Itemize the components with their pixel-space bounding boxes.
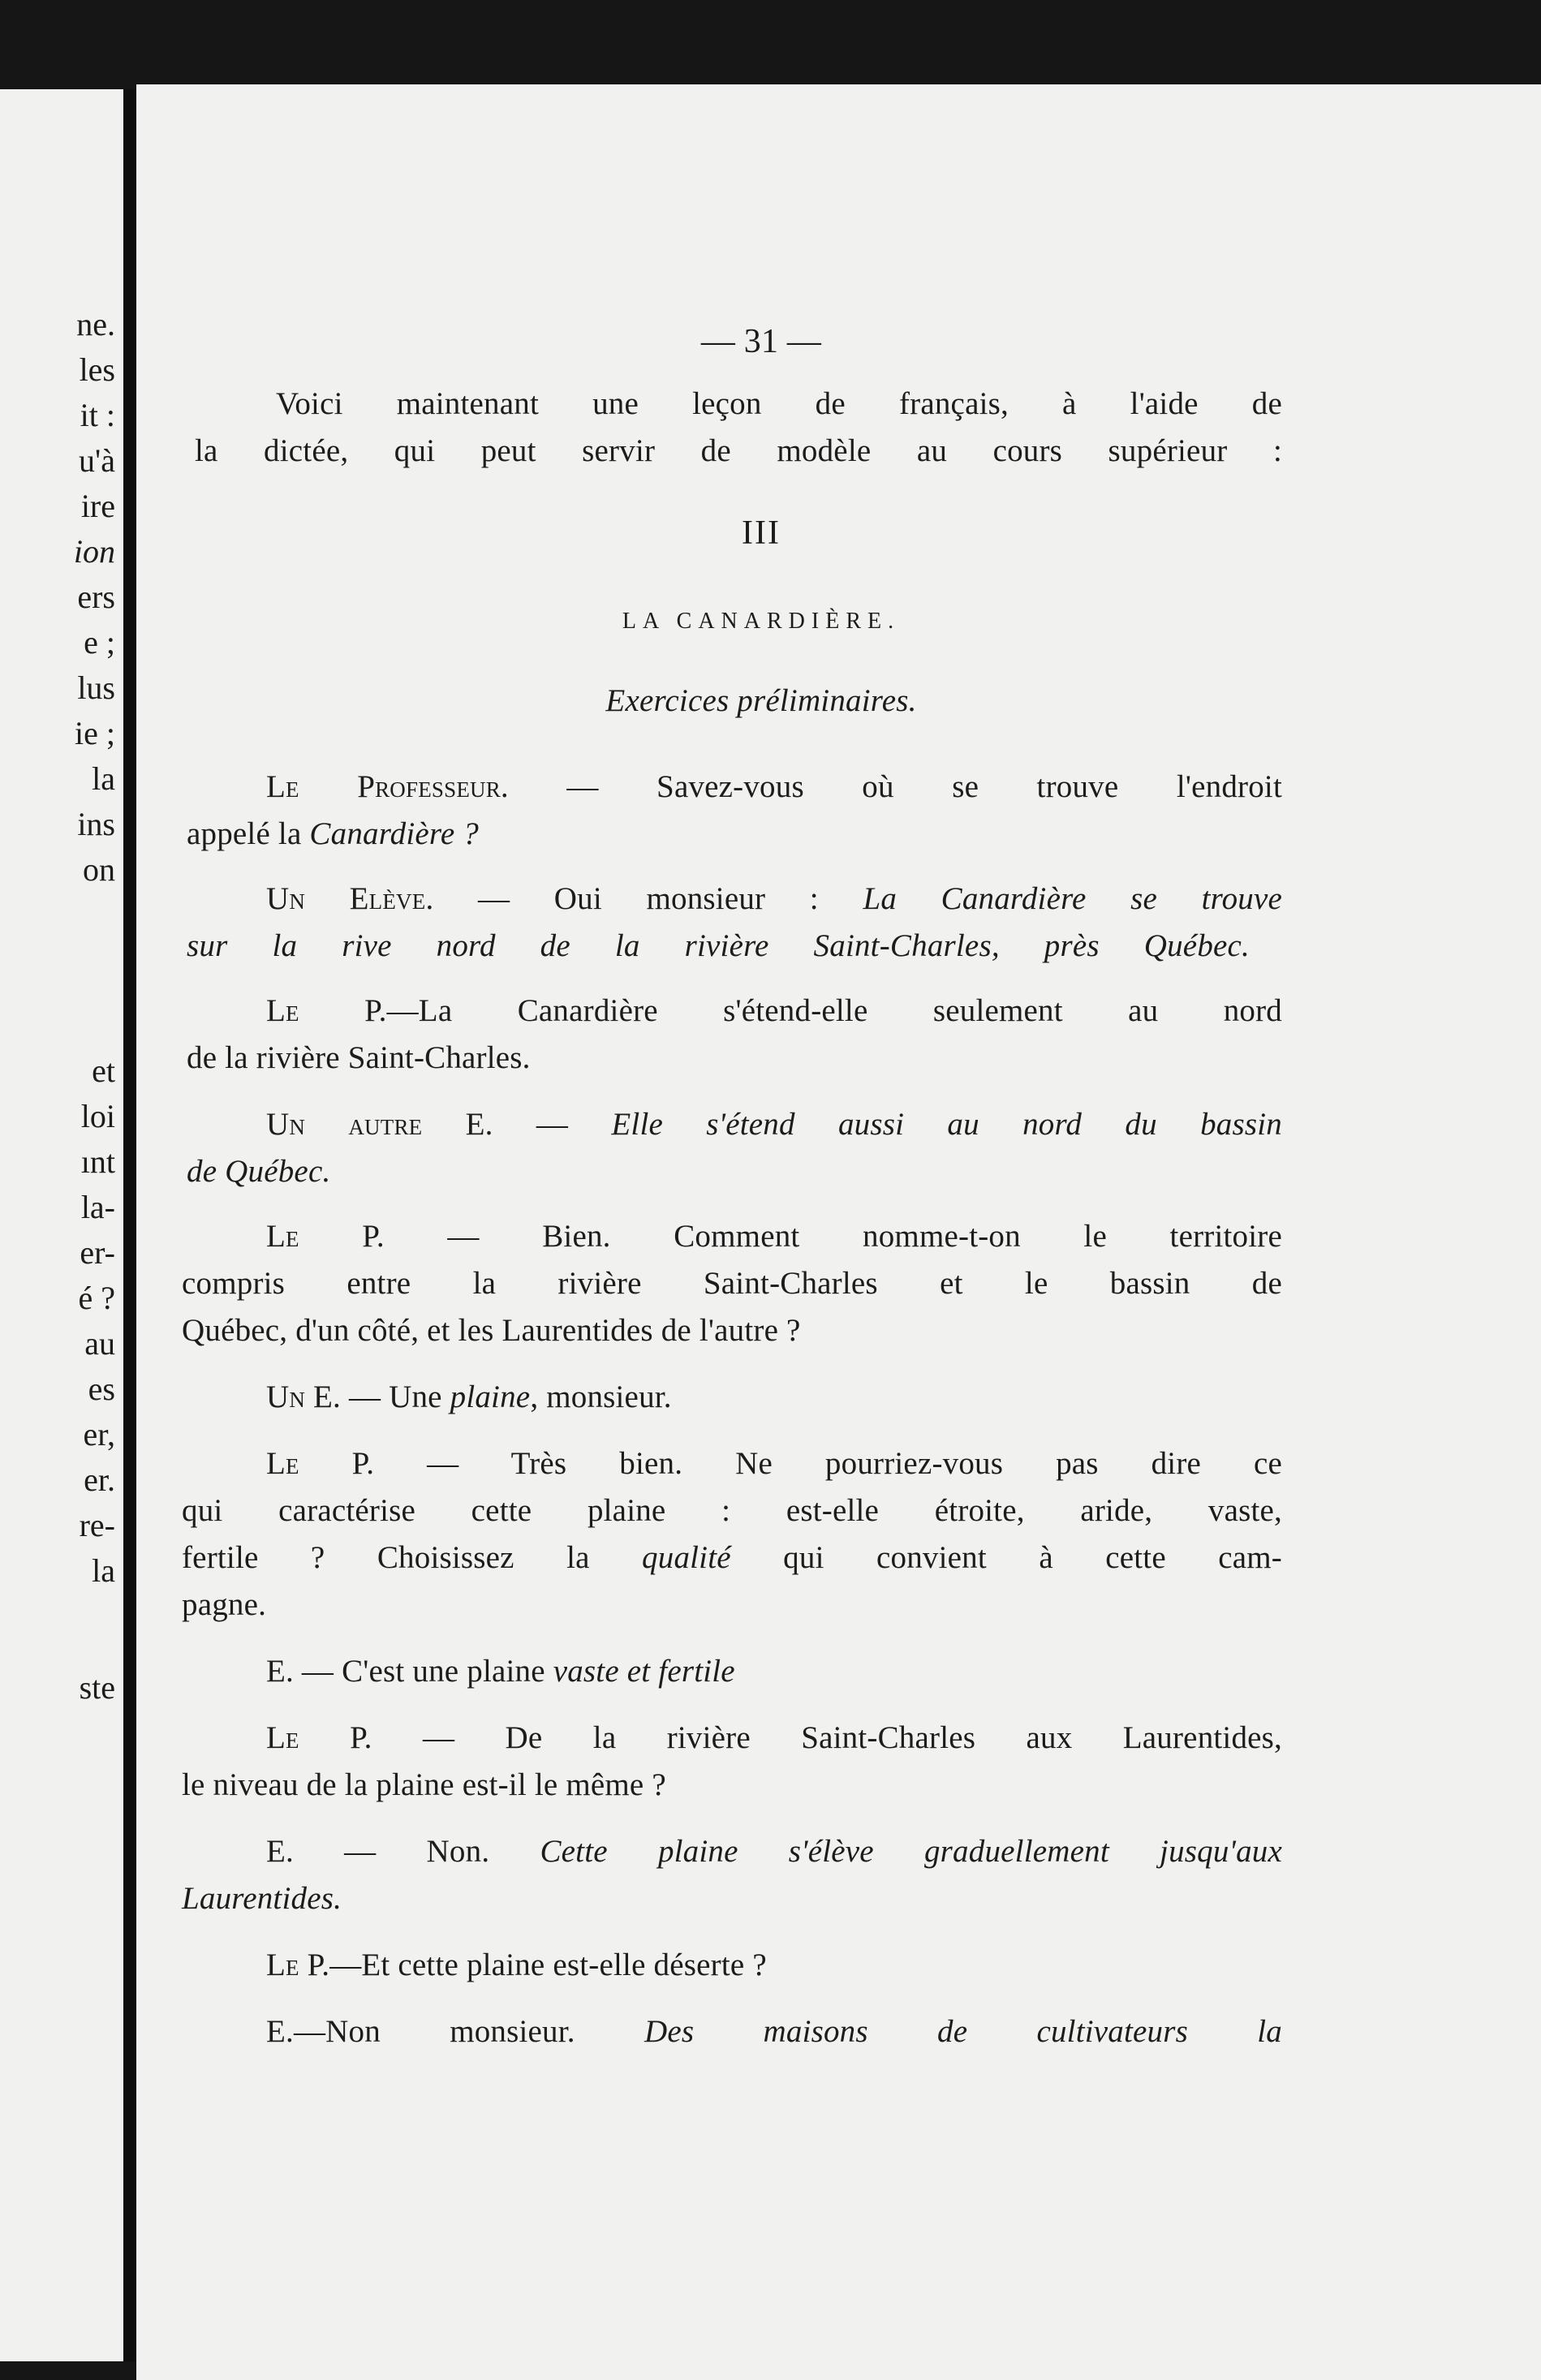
previous-page-fragment [0, 89, 127, 2361]
speaker: Le P. [266, 993, 387, 1028]
left-page-text-fragment: re- [79, 1507, 115, 1543]
page [136, 84, 1541, 2380]
section-number: III [742, 514, 781, 552]
section-title: LA CANARDIÈRE. [622, 609, 901, 634]
speaker: E. [266, 2014, 294, 2049]
dialogue-line: Le Professeur. — Savez-vous où se trouve l'endroit [266, 769, 1282, 804]
intro-line-1: Voici maintenant une leçon de français, à l'aide de [276, 386, 1282, 421]
left-page-text-fragment: ınt [80, 1143, 115, 1180]
speaker: Un E. [266, 1379, 341, 1414]
left-page-text-fragment: ne. [76, 306, 115, 342]
left-page-text-fragment: lus [77, 669, 115, 706]
left-page-text-fragment: loi [80, 1098, 115, 1134]
dialogue-line: E. — C'est une plaine vaste et fertile [266, 1654, 735, 1689]
dialogue-line: Le P. — Très bien. Ne pourriez-vous pas dire ce [266, 1446, 1283, 1481]
speaker: Un Elève. [266, 881, 434, 916]
speaker: Un autre E. [266, 1107, 493, 1142]
left-page-text-fragment: er. [84, 1461, 115, 1498]
left-page-text-fragment: au [84, 1325, 115, 1362]
speaker: E. [266, 1654, 294, 1689]
dialogue-line: sur la rive nord de la rivière Saint-Charles, près Québec. [187, 928, 1250, 963]
left-page-text-fragment: ins [77, 806, 115, 842]
dialogue-line: Un E. — Une plaine, monsieur. [266, 1379, 672, 1414]
intro-line-2: la dictée, qui peut servir de modèle au cours supérieur : [195, 433, 1282, 468]
speaker: Le P. [266, 1947, 330, 1982]
left-page-text-fragment: er, [83, 1416, 115, 1453]
dialogue-line: de la rivière Saint-Charles. [187, 1040, 531, 1075]
left-page-text-fragment: es [88, 1371, 115, 1407]
left-page-text-fragment: la- [80, 1189, 115, 1225]
left-page-text-fragment: ste [79, 1669, 115, 1706]
left-page-text-fragment: ire [80, 488, 115, 524]
left-page-text-fragment: et [92, 1052, 115, 1089]
left-page-text-fragment: les [79, 351, 115, 388]
dialogue-line: de Québec. [187, 1154, 331, 1189]
speaker: Le P. [266, 1446, 375, 1481]
left-page-text-fragment: ers [77, 579, 115, 615]
dialogue-line: appelé la Canardière ? [187, 816, 480, 851]
dialogue-line: Le P. — De la rivière Saint-Charles aux Laurentides, [266, 1720, 1282, 1755]
left-page-text-fragment: er- [80, 1234, 115, 1271]
left-page-text-fragment: é ? [78, 1280, 115, 1316]
left-page-text-fragment: ion [73, 533, 115, 570]
speaker: Le P. [266, 1720, 372, 1755]
dialogue-line: E. — Non. Cette plaine s'élève graduellement jusqu'aux [266, 1834, 1283, 1869]
dialogue-line: fertile ? Choisissez la qualité qui convient à cette cam- [182, 1540, 1282, 1575]
left-page-text-fragment: ie ; [75, 715, 115, 751]
page-number: — 31 — [700, 323, 822, 360]
left-page-text-fragment: la [92, 1552, 115, 1589]
left-page-text-fragment: la [92, 760, 115, 797]
dialogue-line: pagne. [182, 1587, 267, 1622]
dialogue-line: E.—Non monsieur. Des maisons de cultivateurs la [266, 2014, 1282, 2049]
left-page-text-fragment: on [83, 851, 115, 888]
dialogue-line: Le P. — Bien. Comment nomme-t-on le territoire [266, 1219, 1282, 1254]
speaker: E. [266, 1834, 294, 1869]
dialogue-line: compris entre la rivière Saint-Charles et le bassin de [182, 1266, 1282, 1301]
dialogue-line: Un Elève. — Oui monsieur : La Canardière se trouve [266, 881, 1282, 916]
section-subtitle: Exercices préliminaires. [605, 683, 917, 718]
speaker: Le Professeur. [266, 769, 509, 804]
left-page-text-fragment: it : [80, 397, 115, 433]
dialogue-line: Québec, d'un côté, et les Laurentides de l'autre ? [182, 1313, 801, 1348]
dialogue-line: Le P.—La Canardière s'étend-elle seulement au nord [266, 993, 1283, 1028]
dialogue-line: qui caractérise cette plaine : est-elle étroite, aride, vaste, [182, 1493, 1282, 1528]
left-page-text-fragment: u'à [79, 442, 115, 479]
dialogue-line: le niveau de la plaine est-il le même ? [182, 1767, 666, 1802]
left-page-text-fragment: e ; [84, 624, 115, 661]
dialogue-line: Le P.—Et cette plaine est-elle déserte ? [266, 1947, 767, 1982]
dialogue-line: Laurentides. [182, 1881, 342, 1916]
speaker: Le P. [266, 1219, 385, 1254]
dialogue-line: Un autre E. — Elle s'étend aussi au nord du bassin [266, 1107, 1282, 1142]
